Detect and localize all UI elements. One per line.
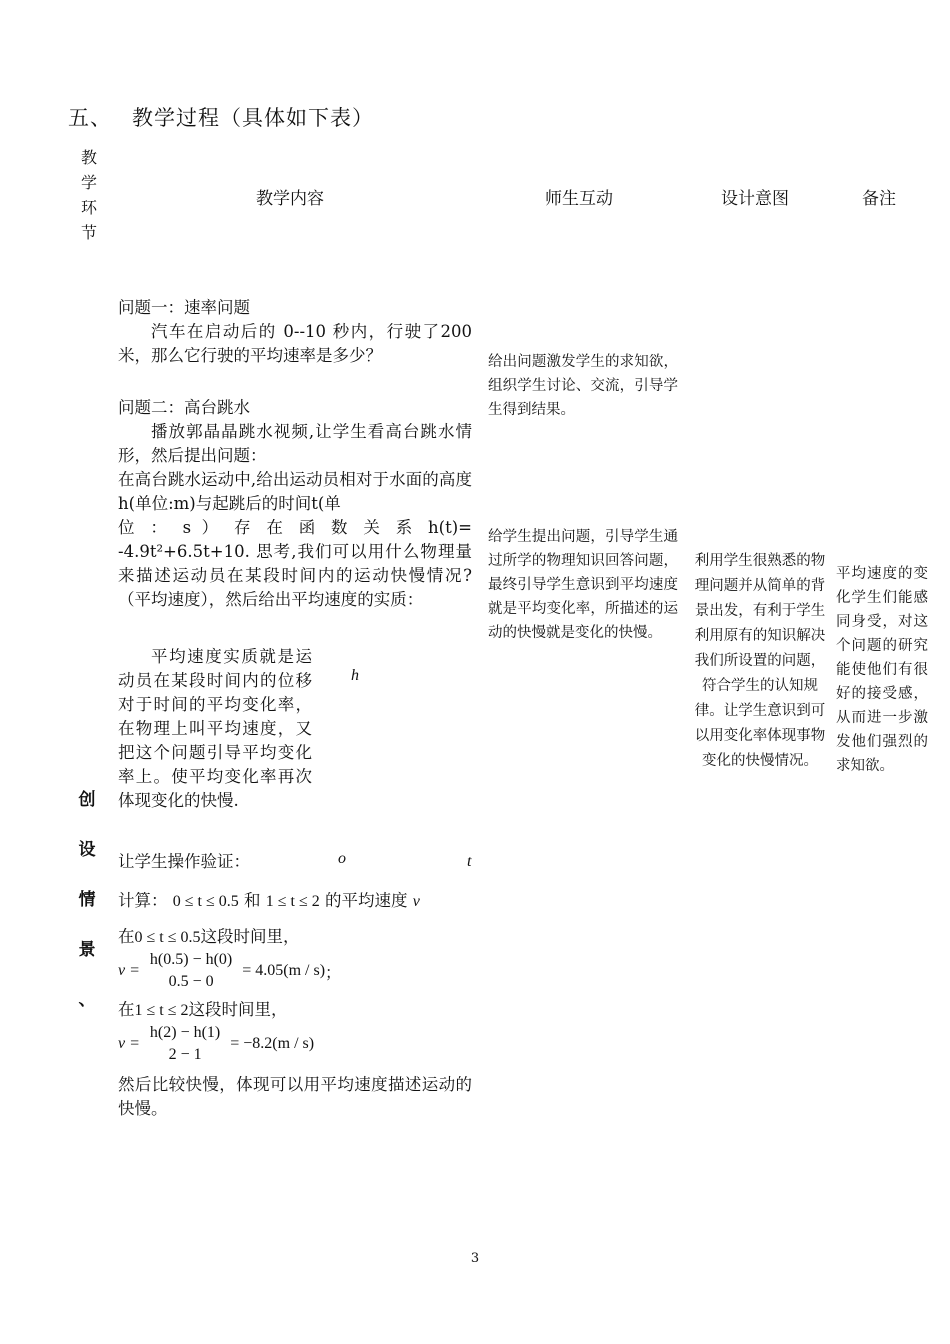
interval-1-pre: 在: [118, 927, 135, 946]
q1-title: 问题一：速率问题: [118, 298, 250, 317]
q2-body-c: -4.9t²+6.5t+10. 思考,我们可以用什么物理量来描述运动员在某段时间内的运动快慢情况?（平均速度），然后给出平均速度的实质：: [118, 542, 472, 609]
notes: 平均速度的变化学生们能感同身受，对这个问题的研究能使他们有很好的接受感，从而进一步激发他们强烈的求知欲。: [836, 566, 928, 774]
stage-name-char-4: 、: [78, 990, 96, 1010]
formula-2-denominator: 2 − 1: [168, 1046, 202, 1063]
content-question-2: [118, 396, 472, 612]
calc-tail: 的平均速度: [325, 891, 408, 910]
graph-label-o: o: [338, 850, 346, 867]
content-conclusion: 然后比较快慢，体现可以用平均速度描述运动的快慢。: [118, 1075, 472, 1118]
content-interval-2: [118, 998, 288, 1023]
formula-1-lhs: v =: [118, 962, 140, 979]
q2-body-a: 在高台跳水运动中,给出运动员相对于水面的高度h(单位:m)与起跳后的时间t(单: [118, 470, 472, 513]
stage-name-char-0: 创: [78, 790, 96, 810]
column-header-content: 教学内容: [256, 189, 324, 209]
calc-range-2: 1 ≤ t ≤ 2: [265, 893, 320, 910]
stage-name-char-2: 情: [78, 890, 96, 910]
stage-header-char-2: 环: [80, 198, 97, 217]
column-header-interaction: 师生互动: [545, 189, 613, 209]
calc-label: 计算：: [118, 891, 168, 910]
column-header-stage: [74, 145, 104, 245]
calc-range-1: 0 ≤ t ≤ 0.5: [172, 893, 239, 910]
interval-1-post: 这段时间里，: [200, 927, 300, 946]
page-number: 3: [470, 1251, 480, 1266]
interval-2-range: 1 ≤ t ≤ 2: [134, 1002, 189, 1019]
q2-text: 播放郭晶晶跳水视频,让学生看高台跳水情形，然后提出问题：: [118, 422, 472, 465]
formula-1-numerator: h(0.5) − h(0): [149, 951, 233, 968]
stage-header-char-0: 教: [80, 148, 97, 167]
formula-1: [118, 951, 341, 991]
interaction-1: 给出问题激发学生的求知欲，组织学生讨论、交流，引导学生得到结果。: [488, 354, 678, 418]
formula-2-fraction: [144, 1024, 226, 1064]
formula-1-end: ；: [325, 964, 342, 982]
section-title: 教学过程（具体如下表）: [132, 106, 374, 130]
formula-2-lhs: v =: [118, 1035, 140, 1052]
content-interval-1: [118, 925, 300, 950]
column-header-notes: 备注: [862, 189, 896, 209]
design-intent: 利用学生很熟悉的物理问题并从简单的背景出发，有利于学生利用原有的知识解决我们所设置的问题，符合学生的认知规律。让学生意识到可以用变化率体现事物变化的快慢情况。: [694, 553, 826, 769]
interval-2-pre: 在: [118, 1000, 135, 1019]
column-header-intent: 设计意图: [721, 189, 789, 209]
stage-name: [74, 775, 100, 1025]
stage-name-char-1: 设: [78, 840, 96, 860]
graph-label-t: t: [467, 853, 472, 870]
calc-v: v: [412, 893, 420, 910]
formula-2-numerator: h(2) − h(1): [149, 1024, 221, 1041]
formula-1-fraction: [144, 951, 238, 991]
q1-text: 汽车在启动后的 0--10 秒内，行驶了200米，那么它行驶的平均速率是多少？: [118, 322, 472, 365]
interval-2-post: 这段时间里，: [188, 1000, 288, 1019]
stage-name-char-3: 景: [78, 940, 96, 960]
formula-1-rhs: = 4.05(m / s): [242, 962, 326, 979]
content-calc: [118, 889, 472, 914]
stage-header-char-3: 节: [80, 223, 97, 242]
section-number: 五、: [68, 106, 112, 130]
graph-label-h: h: [351, 667, 359, 684]
interval-1-range: 0 ≤ t ≤ 0.5: [134, 929, 201, 946]
calc-and: 和: [244, 891, 261, 910]
q2-body-b: 位 ： s ） 存 在 函 数 关 系 h(t)=: [118, 518, 472, 537]
formula-2: [118, 1024, 314, 1064]
section-heading: [68, 102, 374, 132]
content-essence: 平均速度实质就是运动员在某段时间内的位移对于时间的平均变化率，在物理上叫平均速度，又把这个问题引导平均变化率上。使平均变化率再次体现变化的快慢.: [118, 647, 312, 810]
content-question-1: [118, 296, 472, 368]
formula-1-denominator: 0.5 − 0: [168, 973, 214, 990]
q2-title: 问题二：高台跳水: [118, 398, 250, 417]
interaction-2: 给学生提出问题，引导学生通过所学的物理知识回答问题，最终引导学生意识到平均速度就是平均变化率，所描述的运动的快慢就是变化的快慢。: [488, 529, 678, 641]
content-verify: 让学生操作验证：: [118, 852, 250, 871]
stage-header-char-1: 学: [80, 173, 97, 192]
formula-2-rhs: = −8.2(m / s): [230, 1035, 315, 1052]
